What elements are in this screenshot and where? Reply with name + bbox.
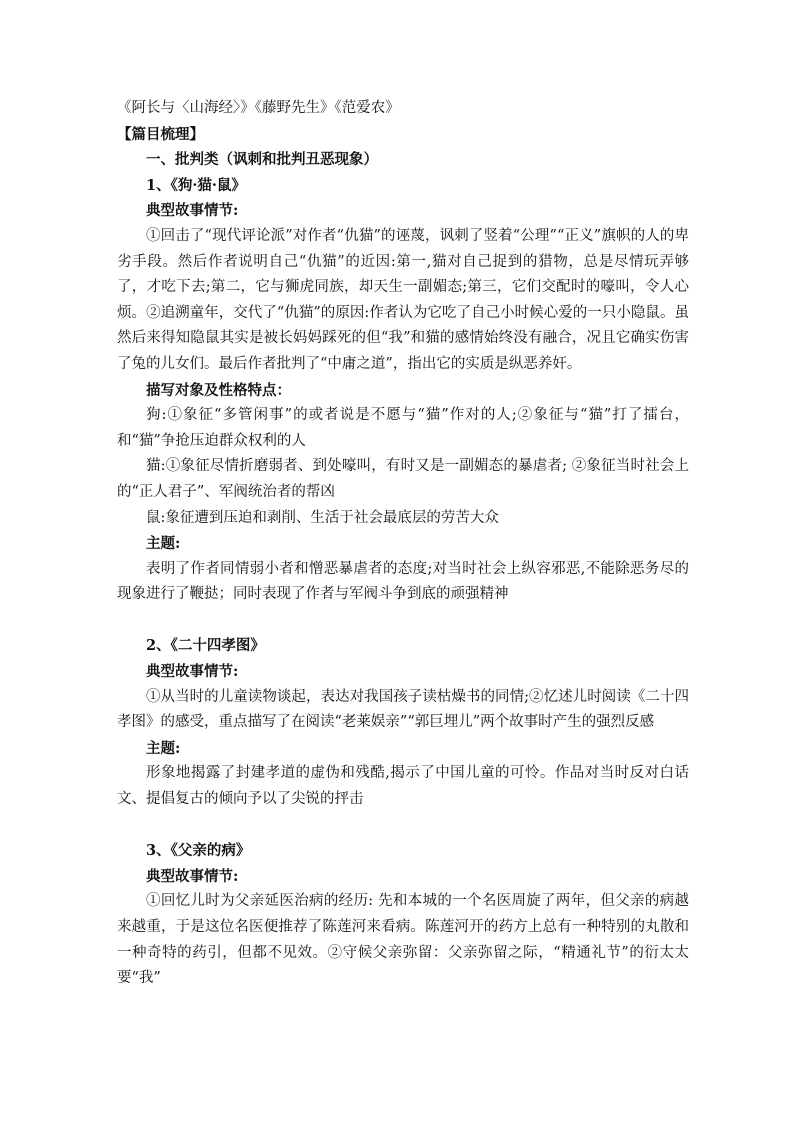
plot-label-2: 典型故事情节: — [146, 663, 239, 681]
spacer — [117, 608, 689, 634]
plot-text-1: ①回击了“现代评论派”对作者“仇猫”的诬蔑，讽刺了竖着“公理”“正义”旗帜的人的卑劣手段。然后作者说明自己“仇猫”的近因:第一,猫对自己捉到的猎物，总是尽情玩弄够了，才吃下去;第二，它与狮虎同族，却天生一副媚态;第三，它们交配时的嚎叫，令人心烦。②追溯童年，交代了“仇猫”的原因:作者认为它吃了自己小时候心爱的一只小隐鼠。虽然后来得知隐鼠其实是被长妈妈踩死的但“我”和猫的感情始终没有融合，况且它确实伤害了兔的儿女们。最后作者批判了“中庸之道”，指出它的实质是纵恶养奸。 — [117, 227, 689, 372]
theme-text-2: 形象地揭露了封建孝道的虚伪和残酷,揭示了中国儿童的可怜。作品对当时反对白话文、提倡复古的倾向予以了尖锐的抨击 — [117, 765, 689, 808]
document-body — [117, 96, 689, 992]
article-heading-2: 2、《二十四孝图》 — [146, 637, 265, 655]
theme-label-1: 主题: — [146, 535, 181, 553]
character-dog: 狗:①象征“多管闲事”的或者说是不愿与“猫”作对的人;②象征与“猫”打了擂台，和“猫”争抢压迫群众权利的人 — [117, 407, 689, 449]
characters-label: 描写对象及性格特点： — [146, 381, 291, 399]
article-heading-3: 3、《父亲的病》 — [146, 842, 251, 860]
spacer — [117, 813, 689, 839]
plot-label-1: 典型故事情节: — [146, 202, 239, 220]
category-heading: 一、批判类（讽刺和批判丑恶现象） — [146, 151, 378, 169]
plot-text-2: ①从当时的儿童读物谈起，表达对我国孩子读枯燥书的同情;②忆述儿时阅读《二十四孝图》的感受，重点描写了在阅读“老莱娱亲”“郭巨埋儿”两个故事时产生的强烈反感 — [117, 688, 689, 731]
section-header: 【篇目梳理】 — [117, 125, 204, 143]
article-heading-1: 1、《狗·猫·鼠》 — [146, 176, 246, 194]
theme-text-1: 表明了作者同情弱小者和憎恶暴虐者的态度;对当时社会上纵容邪恶,不能除恶务尽的现象进行了鞭挞；同时表现了作者与军阀斗争到底的顽强精神 — [117, 560, 689, 603]
character-cat: 猫:①象征尽情折磨弱者、到处嚎叫，有时又是一副媚态的暴虐者; ②象征当时社会上的“正人君子”、军阀统治者的帮凶 — [117, 458, 689, 500]
plot-label-3: 典型故事情节: — [146, 867, 239, 885]
theme-label-2: 主题: — [146, 739, 181, 757]
document-title: 《阿长与〈山海经〉》《藤野先生》《范爱农》 — [117, 100, 400, 116]
character-rat: 鼠:象征遭到压迫和剥削、生活于社会最底层的劳苦大众 — [146, 509, 499, 526]
plot-text-3: ①回忆儿时为父亲延医治病的经历: 先和本城的一个名医周旋了两年，但父亲的病越来越重，于是这位名医便推荐了陈莲河来看病。陈莲河开的药方上总有一种特别的丸散和一种奇特的药引，但都不见效。②守候父亲弥留：父亲弥留之际，“精通礼节”的衍太太要“我” — [117, 893, 689, 987]
